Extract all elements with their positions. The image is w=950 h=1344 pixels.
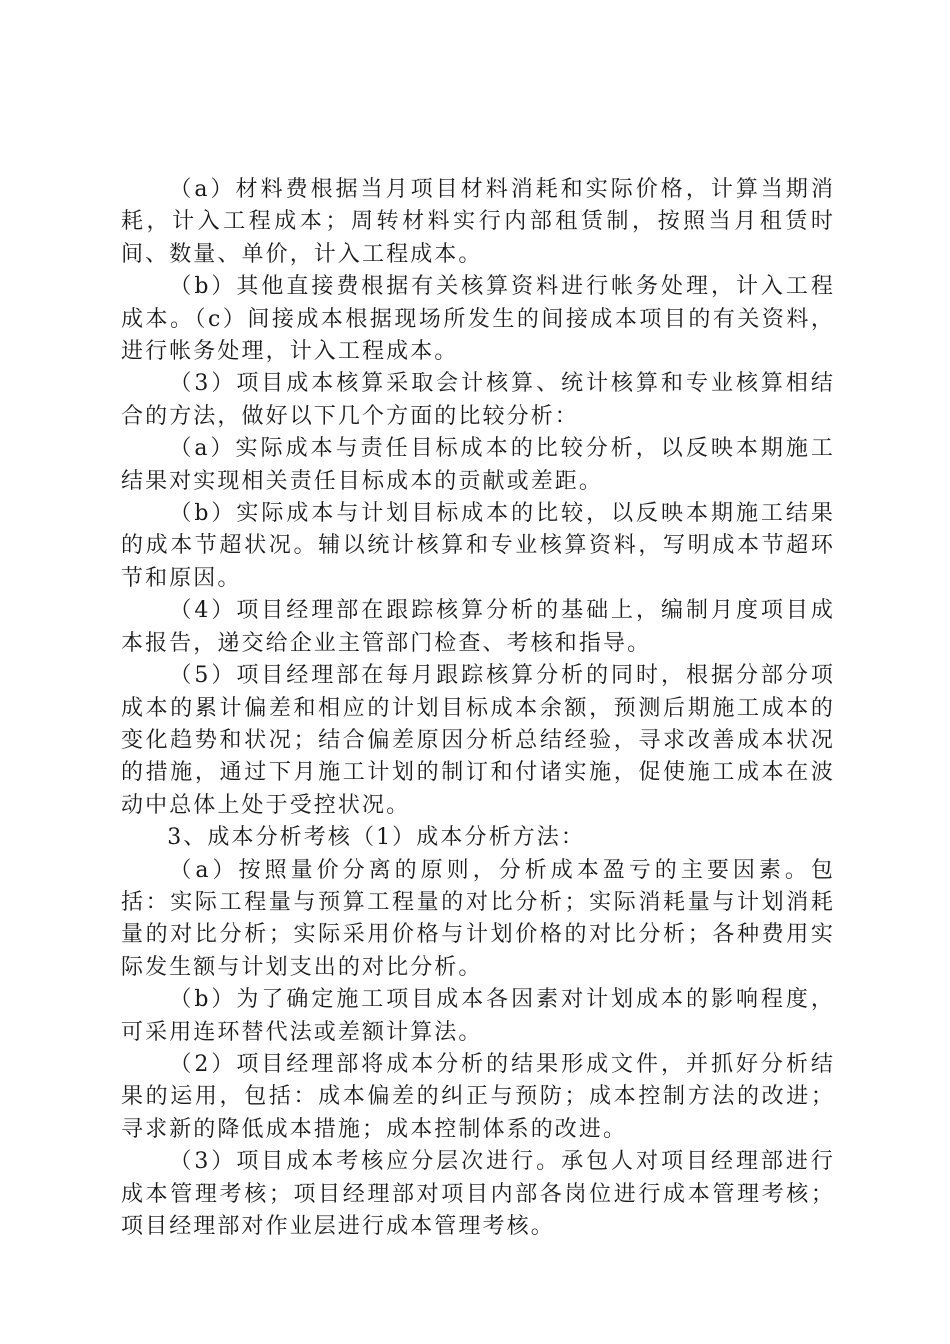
paragraph-material-cost: （a）材料费根据当月项目材料消耗和实际价格，计算当期消耗，计入工程成本；周转材料实行内部租赁制，按照当月租赁时间、数量、单价，计入工程成本。 [121,177,835,267]
document-body [121,174,835,1243]
paragraph-actual-vs-plan: （b）实际成本与计划目标成本的比较，以反映本期施工结果的成本节超状况。辅以统计核算和专业核算资料，写明成本节超环节和原因。 [121,501,835,591]
paragraph-volume-price-separation: （a）按照量价分离的原则，分析成本盈亏的主要因素。包括：实际工程量与预算工程量的对比分析；实际消耗量与计划消耗量的对比分析；实际采用价格与计划价格的对比分析；各种费用实际发生额与计划支出的对比分析。 [121,857,835,980]
paragraph-actual-vs-responsibility: （a）实际成本与责任目标成本的比较分析，以反映本期施工结果对实现相关责任目标成本的贡献或差距。 [121,436,835,494]
paragraph-other-direct-cost: （b）其他直接费根据有关核算资料进行帐务处理，计入工程成本。（c）间接成本根据现场所发生的间接成本项目的有关资料，进行帐务处理，计入工程成本。 [121,274,835,365]
paragraph-substitution-method: （b）为了确定施工项目成本各因素对计划成本的影响程度，可采用连环替代法或差额计算法。 [121,987,835,1045]
paragraph-analysis-results: （2）项目经理部将成本分析的结果形成文件，并抓好分析结果的运用，包括：成本偏差的纠正与预防；成本控制方法的改进；寻求新的降低成本措施；成本控制体系的改进。 [121,1051,835,1142]
paragraph-monthly-report: （4）项目经理部在跟踪核算分析的基础上，编制月度项目成本报告，递交给企业主管部门检查、考核和指导。 [121,598,835,656]
paragraph-section-heading: 3、成本分析考核（1）成本分析方法： [167,825,585,851]
paragraph-cost-accounting-method: （3）项目成本核算采取会计核算、统计核算和专业核算相结合的方法，做好以下几个方面的比较分析： [121,371,835,429]
paragraph-layered-assessment: （3）项目成本考核应分层次进行。承包人对项目经理部进行成本管理考核；项目经理部对项目内部各岗位进行成本管理考核；项目经理部对作业层进行成本管理考核。 [121,1149,835,1239]
paragraph-forecast-trend: （5）项目经理部在每月跟踪核算分析的同时，根据分部分项成本的累计偏差和相应的计划目标成本余额，预测后期施工成本的变化趋势和状况；结合偏差原因分析总结经验，寻求改善成本状况的措施，通过下月施工计划的制订和付诸实施，促使施工成本在波动中总体上处于受控状况。 [121,663,835,818]
